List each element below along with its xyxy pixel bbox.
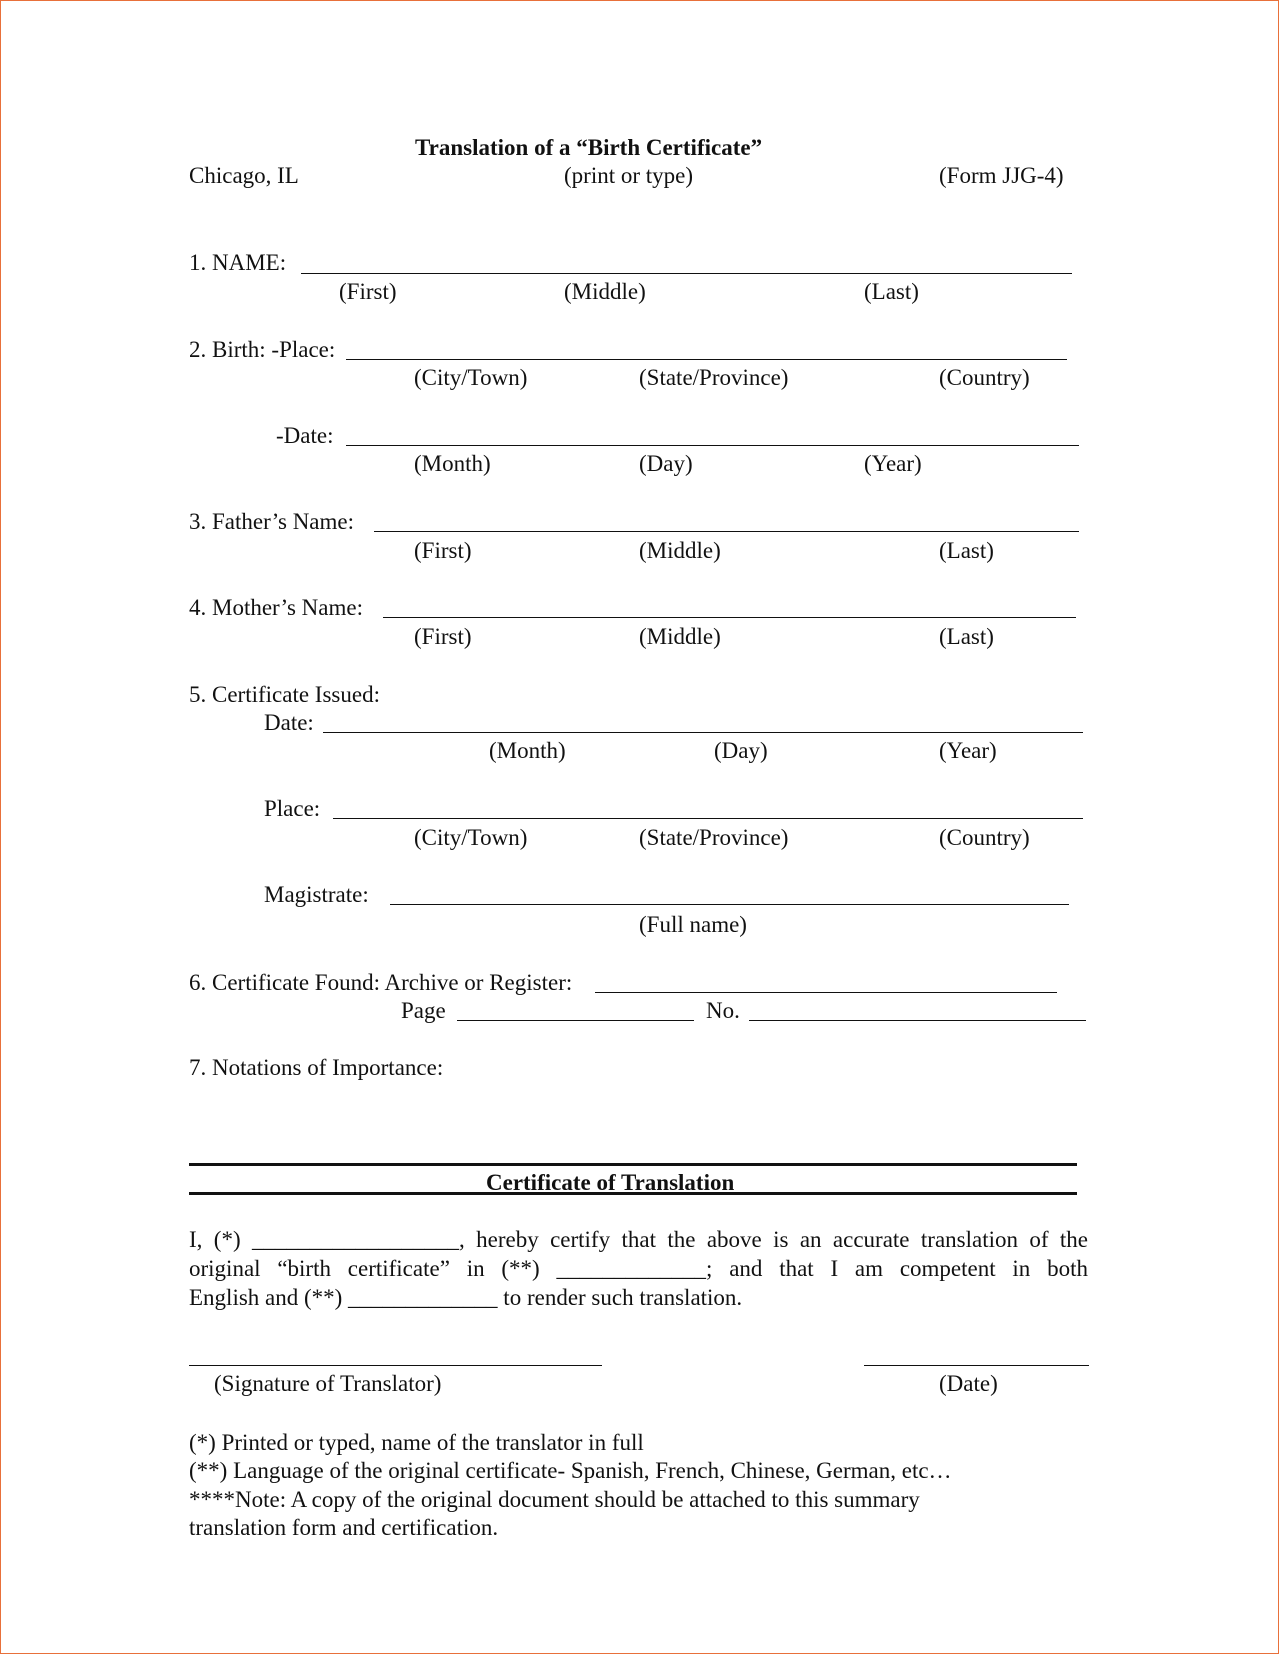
magistrate-full-name-caption: (Full name)	[639, 912, 747, 937]
issued-place-label: Place:	[264, 796, 321, 821]
father-name-field[interactable]	[374, 531, 1079, 532]
certificate-line-3: English and (**) _____________ to render such translation.	[189, 1285, 743, 1310]
issued-state-caption: (State/Province)	[639, 825, 789, 850]
issued-country-caption: (Country)	[939, 825, 1030, 850]
issued-date-field[interactable]	[323, 732, 1083, 733]
father-name-label: 3. Father’s Name:	[189, 509, 355, 534]
birth-date-label: -Date:	[276, 423, 334, 448]
footnote-1: (*) Printed or typed, name of the translator in full	[189, 1430, 644, 1455]
magistrate-field[interactable]	[390, 904, 1069, 905]
magistrate-label: Magistrate:	[264, 882, 369, 907]
name-last-caption: (Last)	[864, 279, 919, 304]
form-id-label: (Form JJG-4)	[939, 163, 1064, 188]
form-title: Translation of a “Birth Certificate”	[415, 135, 763, 160]
date-field[interactable]	[864, 1365, 1089, 1366]
section-rule-bottom	[189, 1192, 1077, 1195]
footnote-4: translation form and certification.	[189, 1515, 499, 1540]
instruction-label: (print or type)	[564, 163, 694, 188]
father-last-caption: (Last)	[939, 538, 994, 563]
name-middle-caption: (Middle)	[564, 279, 646, 304]
issued-day-caption: (Day)	[714, 738, 768, 763]
archive-register-field[interactable]	[595, 992, 1057, 993]
location-label: Chicago, IL	[189, 163, 299, 188]
certificate-line-1: I, (*) __________________, hereby certify that the above is an accurate translation of the	[189, 1227, 1088, 1252]
mother-first-caption: (First)	[414, 624, 472, 649]
birth-place-label: 2. Birth: -Place:	[189, 337, 336, 362]
issued-date-label: Date:	[264, 710, 314, 735]
certificate-heading: Certificate of Translation	[486, 1170, 735, 1195]
issued-month-caption: (Month)	[489, 738, 566, 763]
mother-last-caption: (Last)	[939, 624, 994, 649]
number-field[interactable]	[749, 1020, 1086, 1021]
birth-day-caption: (Day)	[639, 451, 693, 476]
section-rule-top	[189, 1163, 1077, 1166]
name-field[interactable]	[301, 273, 1072, 274]
birth-year-caption: (Year)	[864, 451, 922, 476]
birth-date-field[interactable]	[346, 445, 1079, 446]
certificate-found-label: 6. Certificate Found: Archive or Register:	[189, 970, 573, 995]
certificate-line-2: original “birth certificate” in (**) _____________; and that I am competent in both	[189, 1256, 1088, 1281]
birth-country-caption: (Country)	[939, 365, 1030, 390]
father-first-caption: (First)	[414, 538, 472, 563]
signature-field[interactable]	[189, 1365, 602, 1366]
signature-caption: (Signature of Translator)	[214, 1371, 442, 1396]
mother-middle-caption: (Middle)	[639, 624, 721, 649]
footnote-2: (**) Language of the original certificate- Spanish, French, Chinese, German, etc…	[189, 1458, 952, 1483]
birth-place-field[interactable]	[346, 359, 1067, 360]
number-label: No.	[706, 998, 740, 1023]
issued-year-caption: (Year)	[939, 738, 997, 763]
mother-name-label: 4. Mother’s Name:	[189, 595, 363, 620]
mother-name-field[interactable]	[383, 617, 1076, 618]
date-caption: (Date)	[939, 1371, 998, 1396]
name-first-caption: (First)	[339, 279, 397, 304]
father-middle-caption: (Middle)	[639, 538, 721, 563]
footnote-3: ****Note: A copy of the original document should be attached to this summary	[189, 1487, 920, 1512]
certificate-issued-label: 5. Certificate Issued:	[189, 682, 380, 707]
issued-place-field[interactable]	[333, 818, 1083, 819]
birth-state-caption: (State/Province)	[639, 365, 789, 390]
issued-city-caption: (City/Town)	[414, 825, 528, 850]
name-label: 1. NAME:	[189, 250, 287, 275]
page-label: Page	[401, 998, 446, 1023]
birth-month-caption: (Month)	[414, 451, 491, 476]
birth-city-caption: (City/Town)	[414, 365, 528, 390]
page-field[interactable]	[457, 1020, 694, 1021]
notations-label: 7. Notations of Importance:	[189, 1055, 444, 1080]
